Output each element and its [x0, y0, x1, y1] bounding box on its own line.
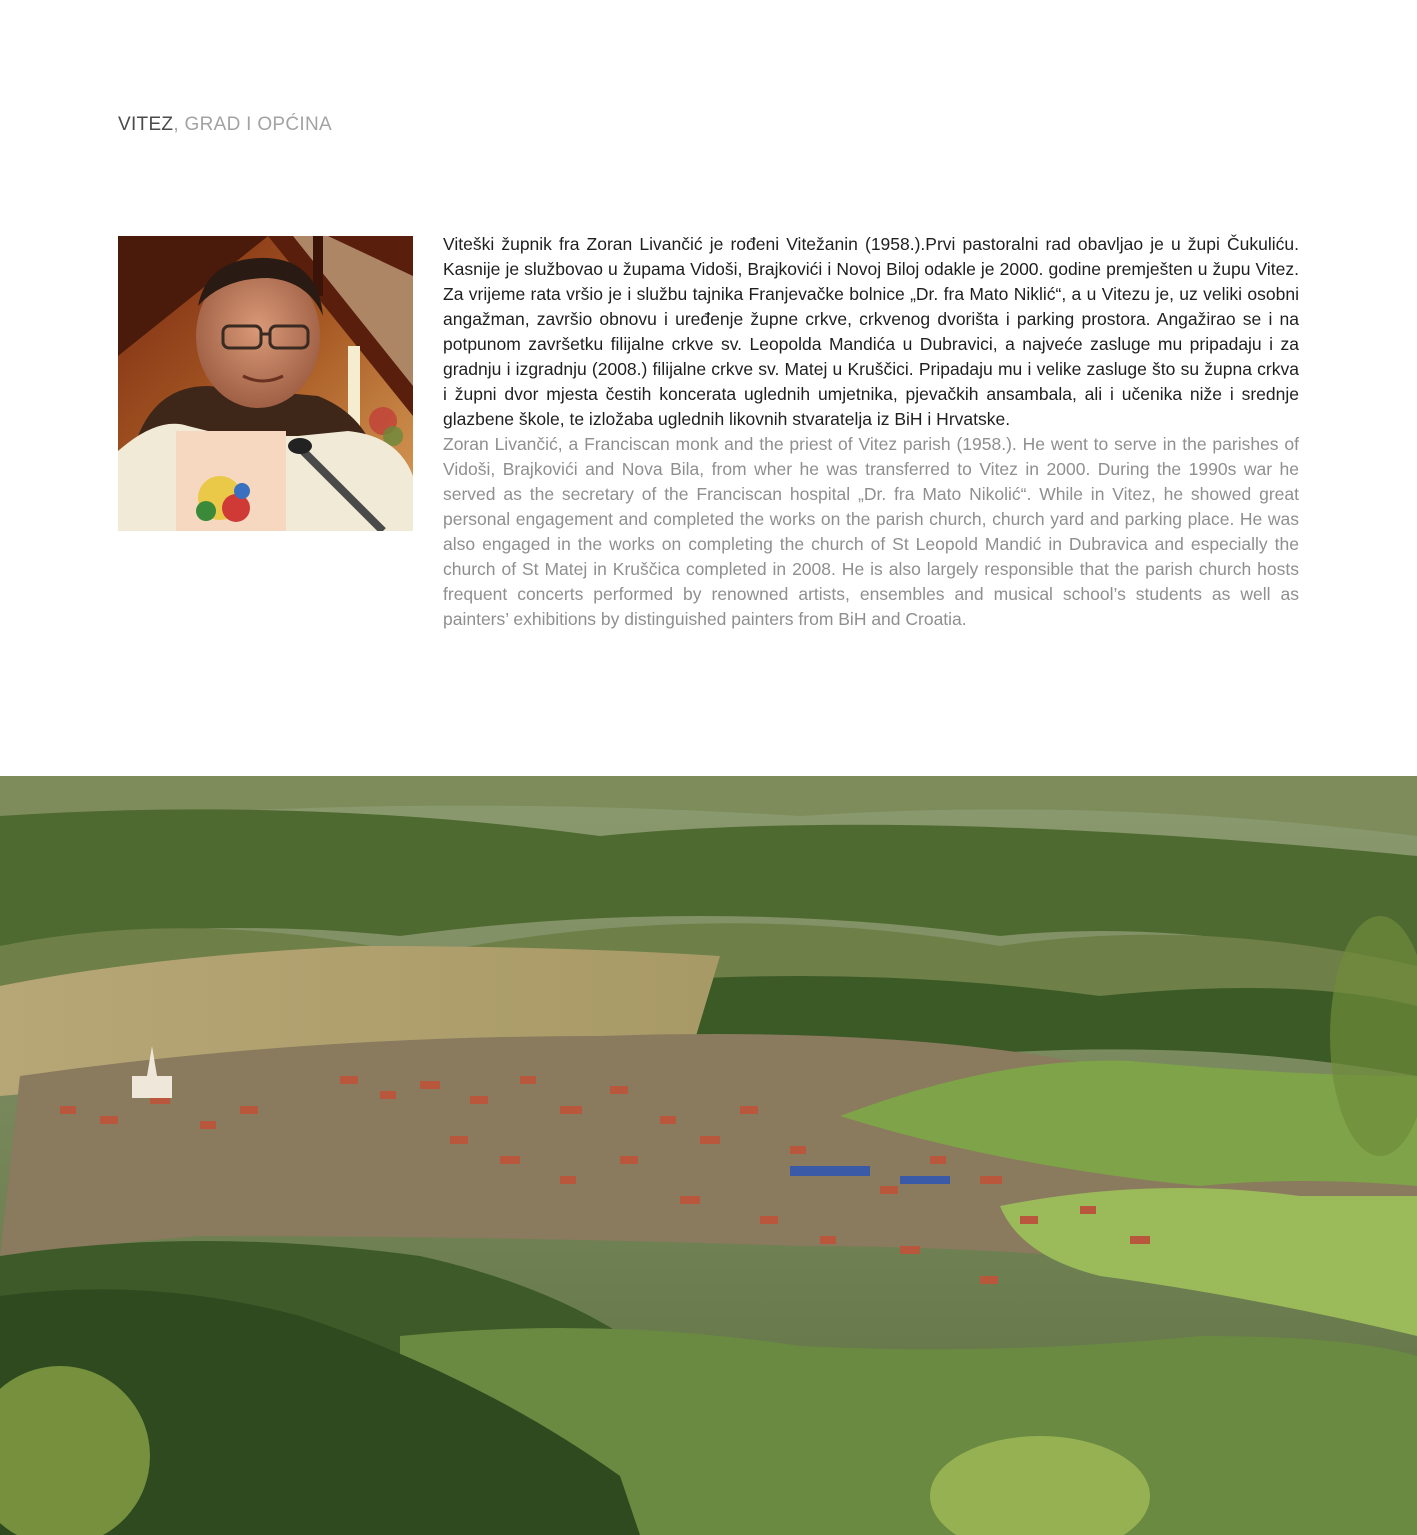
- article-text: [443, 232, 1299, 632]
- page-header: [118, 114, 332, 136]
- article-croatian: Viteški župnik fra Zoran Livančić je rođeni Vitežanin (1958.).Prvi pastoralni rad obavljao je u župi Čukuliću. Kasnije je službovao u župama Vidoši, Brajkovići i Novoj Biloj odakle je 2000. godine premješten u župu Vitez. Za vrijeme rata vršio je i službu tajnika Franjevačke bolnice „Dr. fra Mato Niklić“, a u Vitezu je, uz veliki osobni angažman, završio obnovu i uređenje župne crkve, crkvenog dvorišta i parking prostora. Angažirao se i na potpunom završetku filijalne crkve sv. Leopolda Mandića u Dubravici, a najveće zasluge mu pripadaju i za gradnju i izgradnju (2008.) filijalne crkve sv. Matej u Kruščici. Pripadaju mu i velike zasluge što su župna crkva i župni dvor mjesta čestih koncerata uglednih umjetnika, pjevačkih ansambala, ali i učenika niže i srednje glazbene škole, te izložaba uglednih likovnih stvaratelja iz BiH i Hrvatske.: [443, 234, 1299, 429]
- valley-landscape-photo: [0, 776, 1417, 1535]
- header-title-strong: VITEZ: [118, 114, 174, 135]
- header-title-light: , GRAD I OPĆINA: [173, 114, 332, 135]
- priest-portrait-photo: [118, 236, 413, 531]
- article-english: Zoran Livančić, a Franciscan monk and the priest of Vitez parish (1958.). He went to serve in the parishes of Vidoši, Brajkovići and Nova Bila, from wher he was transferred to Vitez in 2000. During the 1990s war he served as the secretary of the Franciscan hospital „Dr. fra Mato Nikolić“. While in Vitez, he showed great personal engagement and completed the works on the parish church, church yard and parking place. He was also engaged in the works on completing the church of St Leopold Mandić in Dubravica and especially the church of St Matej in Kruščica completed in 2008. He is also largely responsible that the parish church hosts frequent concerts performed by renowned artists, ensembles and musical school’s students as well as painters’ exhibitions by distinguished painters from BiH and Croatia.: [443, 434, 1299, 629]
